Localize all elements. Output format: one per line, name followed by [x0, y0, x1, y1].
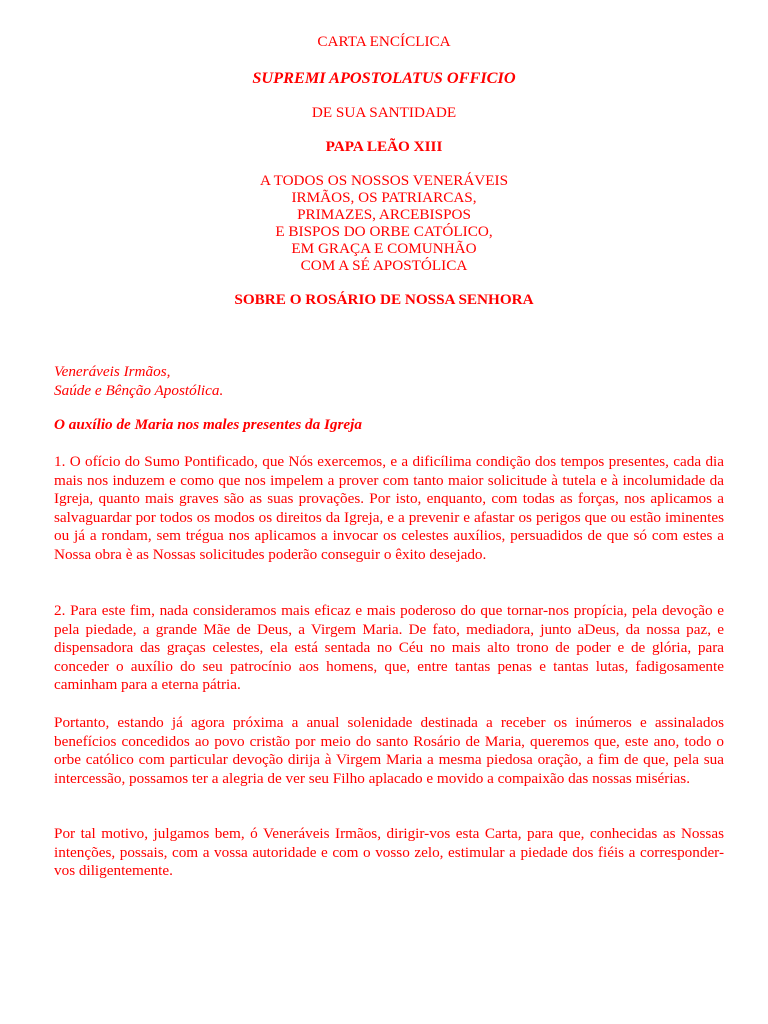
address-line: PRIMAZES, ARCEBISPOS [297, 206, 471, 223]
address-block [0, 172, 768, 274]
section-heading: O auxílio de Maria nos males presentes da Igreja [54, 416, 362, 433]
body-paragraph: Portanto, estando já agora próxima a anual solenidade destinada a receber os inúmeros e assinalados benefícios concedidos ao povo cristão por meio do santo Rosário de Maria, queremos que, este ano, todo o orbe católico com particular devoção dirija à Virgem Maria a mesma piedosa oração, a fim de que, pela sua intercessão, possamos ter a alegria de ver seu Filho aplacado e movido a compaixão das nossas misérias. [54, 714, 724, 787]
salutation-line: Saúde e Bênção Apostólica. [54, 382, 224, 399]
body-paragraph: 2. Para este fim, nada consideramos mais eficaz e mais poderoso do que tornar-nos propícia, pela devoção e pela piedade, a grande Mãe de Deus, a Virgem Maria. De fato, mediadora, junto aDeus, da nossa paz, e dispensadora das graças celestes, ela está sentada no Céu no mais alto trono de poder e de glória, para conceder o auxílio do seu patrocínio aos homens, que, entre tantas penas e tantas lutas, fadigosamente caminham para a eterna pátria. [54, 602, 724, 694]
encyclical-title: SUPREMI APOSTOLATUS OFFICIO [252, 68, 516, 87]
pope-name: PAPA LEÃO XIII [325, 138, 443, 155]
document-topic: SOBRE O ROSÁRIO DE NOSSA SENHORA [234, 291, 534, 308]
body-paragraph: 1. O ofício do Sumo Pontificado, que Nós exercemos, e a dificílima condição dos tempos presentes, cada dia mais nos induzem e como que nos impelem a prover com tanto maior solicitude à tutela e à incolumidade da Igreja, quanto mais graves são as suas provações. Por isto, enquanto, com todas as forças, nos aplicamos a salvaguardar por todos os modos os direitos da Igreja, e a prevenir e afastar os perigos que ou estão iminentes ou já a rondam, sem trégua nos aplicamos a invocar os celestes auxílios, persuadidos de que só com estes a Nossa obra è as Nossas solicitudes poderão conseguir o êxito desejado. [54, 453, 724, 563]
address-line: EM GRAÇA E COMUNHÃO [291, 240, 477, 257]
address-line: A TODOS OS NOSSOS VENERÁVEIS [259, 172, 509, 189]
address-line: COM A SÉ APOSTÓLICA [300, 257, 468, 274]
salutation-line: Veneráveis Irmãos, [54, 363, 171, 380]
address-line: IRMÃOS, OS PATRIARCAS, [291, 189, 477, 206]
address-line: E BISPOS DO ORBE CATÓLICO, [275, 223, 493, 240]
document-type-heading: CARTA ENCÍCLICA [317, 33, 451, 50]
document-subtitle: DE SUA SANTIDADE [311, 104, 457, 121]
body-paragraph: Por tal motivo, julgamos bem, ó Veneráveis Irmãos, dirigir-vos esta Carta, para que, conhecidas as Nossas intenções, possais, com a vossa autoridade e com o vosso zelo, estimular a piedade dos fiéis a corresponder-vos diligentemente. [54, 825, 724, 880]
salutation [54, 362, 724, 400]
